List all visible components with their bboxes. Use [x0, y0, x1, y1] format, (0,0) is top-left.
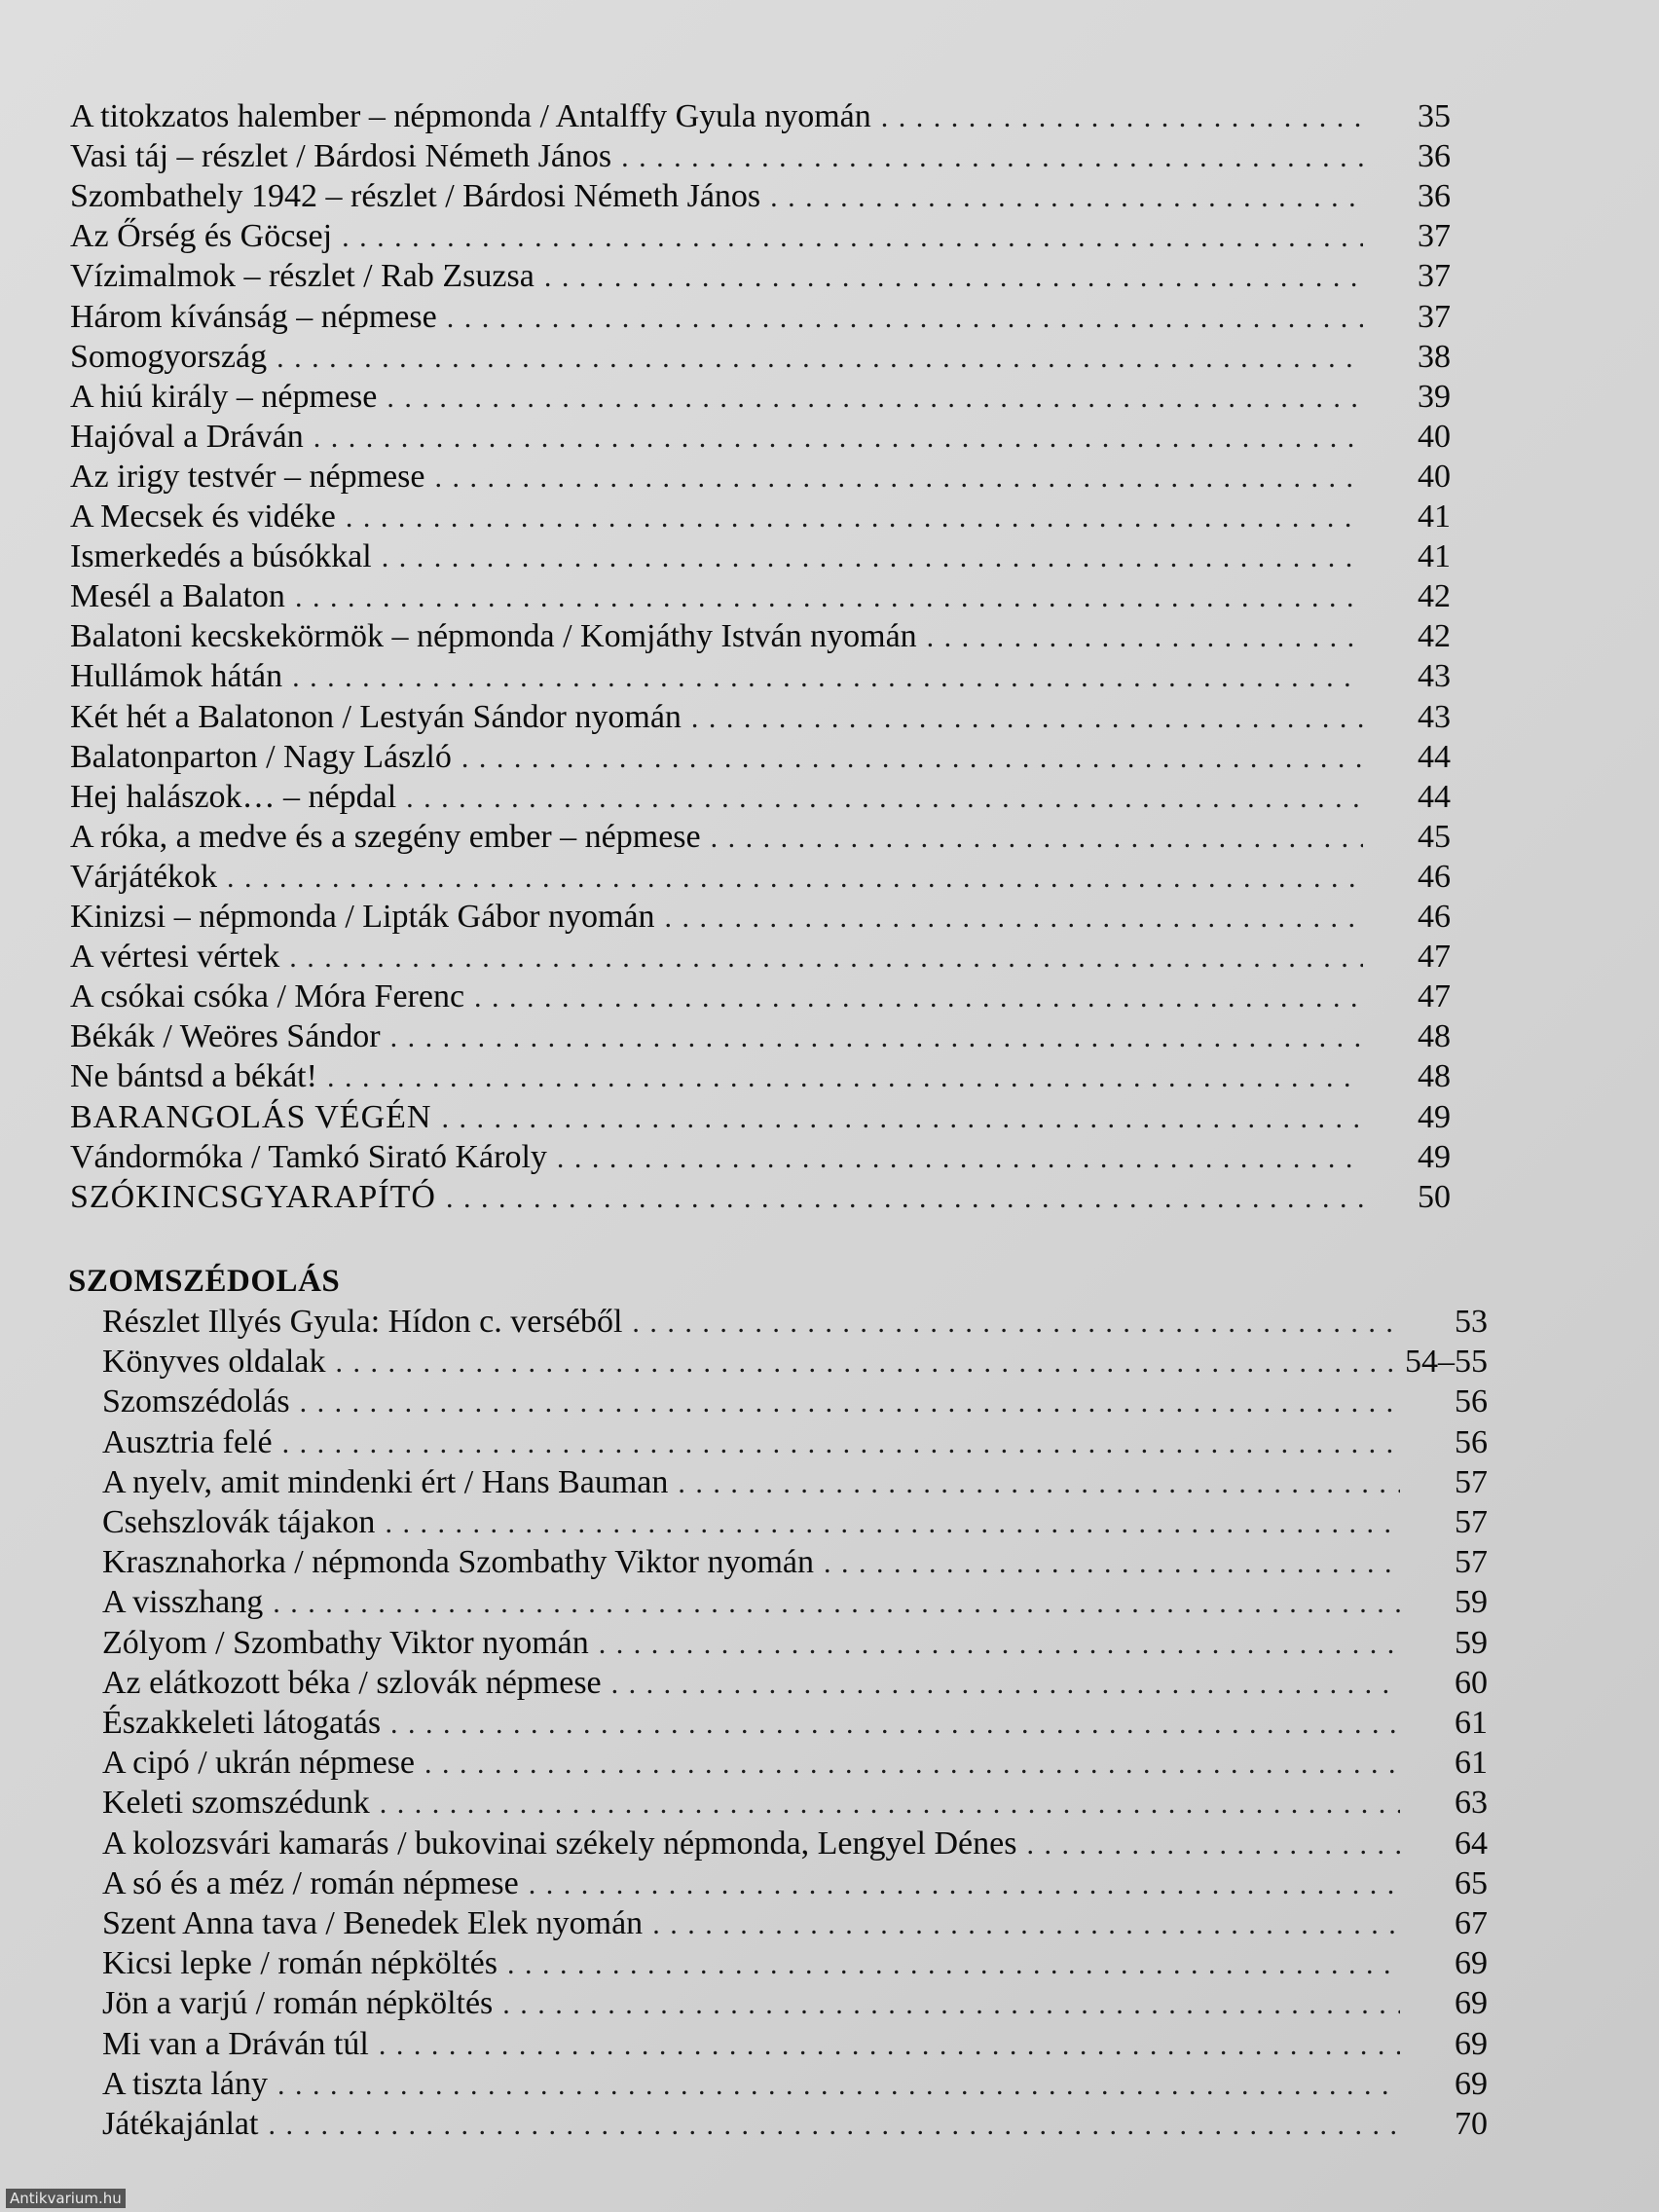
toc-entry: [102, 1664, 1488, 1703]
toc-entry-page: 54–55: [1405, 1344, 1488, 1381]
toc-entry-page: 53: [1455, 1304, 1488, 1340]
toc-entry-page: 46: [1418, 899, 1451, 935]
toc-entry-page: 69: [1455, 2065, 1488, 2102]
toc-entry-title: A csókai csóka / Móra Ferenc: [70, 978, 465, 1015]
toc-entry: [70, 378, 1451, 417]
toc-entry: [102, 1382, 1488, 1421]
toc-entry-title: Részlet Illyés Gyula: Hídon c. verséből: [102, 1304, 623, 1340]
leader-dots: [424, 1745, 1400, 1784]
toc-entry-page: 57: [1455, 1544, 1488, 1581]
toc-entry-page: 41: [1418, 498, 1451, 535]
toc-entry-title: Ne bántsd a békát!: [70, 1058, 317, 1095]
leader-dots: [678, 1464, 1400, 1503]
toc-entry-page: 61: [1455, 1745, 1488, 1782]
toc-entry-title: Jön a varjú / román népköltés: [102, 1985, 494, 2022]
toc-entry-page: 69: [1455, 1945, 1488, 1982]
toc-entry: [70, 898, 1451, 937]
toc-entry-page: 46: [1418, 858, 1451, 895]
toc-entry-title: Vasi táj – részlet / Bárdosi Németh János: [70, 138, 612, 175]
toc-entry-page: 63: [1455, 1785, 1488, 1822]
leader-dots: [342, 218, 1363, 257]
toc-entry: [70, 858, 1451, 897]
leader-dots: [346, 498, 1363, 537]
toc-entry-title: Könyves oldalak: [102, 1344, 326, 1381]
toc-entry-title: Északkeleti látogatás: [102, 1705, 382, 1741]
toc-entry: [70, 1138, 1451, 1177]
toc-entry: [70, 458, 1451, 497]
toc-entry-page: 37: [1418, 218, 1451, 255]
toc-entry-page: 42: [1418, 578, 1451, 615]
toc-entry-page: 56: [1455, 1383, 1488, 1420]
toc-entry: [102, 1624, 1488, 1663]
leader-dots: [632, 1304, 1400, 1343]
leader-dots: [289, 939, 1363, 977]
toc-entry-title: Az irigy testvér – népmese: [70, 458, 425, 495]
toc-entry-page: 41: [1418, 538, 1451, 575]
leader-dots: [544, 258, 1363, 297]
toc-entry-page: 49: [1418, 1098, 1451, 1135]
leader-dots: [711, 819, 1363, 858]
toc-entry: [70, 257, 1451, 296]
toc-entry: [70, 577, 1451, 616]
toc-entry: [70, 418, 1451, 457]
leader-dots: [665, 899, 1363, 938]
leader-dots: [927, 618, 1363, 657]
toc-entry: [70, 938, 1451, 977]
toc-entry: [70, 1098, 1451, 1137]
toc-entry-page: 49: [1418, 1138, 1451, 1175]
toc-entry-title: A kolozsvári kamarás / bukovinai székely népmonda, Lengyel Dénes: [102, 1825, 1017, 1862]
toc-entry-page: 48: [1418, 1058, 1451, 1095]
toc-entry-title: Ismerkedés a búsókkal: [70, 538, 372, 575]
leader-dots: [327, 1058, 1363, 1097]
leader-dots: [447, 299, 1363, 338]
leader-dots: [390, 1018, 1363, 1057]
toc-entry: [102, 1704, 1488, 1743]
toc-entry-page: 40: [1418, 418, 1451, 455]
toc-entry-page: 43: [1418, 698, 1451, 735]
section-heading-szomszedolas: SZOMSZÉDOLÁS: [68, 1264, 341, 1299]
toc-entry-page: 64: [1455, 1825, 1488, 1862]
toc-entry-title: A cipó / ukrán népmese: [102, 1745, 416, 1782]
toc-entry: [70, 698, 1451, 737]
toc-entry: [70, 97, 1451, 136]
toc-entry-title: Játékajánlat: [102, 2106, 259, 2142]
toc-entry: [102, 1864, 1488, 1903]
toc-entry-page: 67: [1455, 1905, 1488, 1941]
toc-entry-title: Szombathely 1942 – részlet / Bárdosi Németh János: [70, 178, 761, 215]
toc-entry: [102, 1343, 1488, 1382]
toc-entry: [102, 1423, 1488, 1462]
toc-entry-title: Zólyom / Szombathy Viktor nyomán: [102, 1624, 589, 1661]
leader-dots: [227, 859, 1363, 898]
toc-entry: [70, 137, 1451, 176]
leader-dots: [313, 419, 1363, 458]
toc-entry: [70, 977, 1451, 1016]
toc-entry-title: A só és a méz / román népmese: [102, 1864, 519, 1901]
toc-entry-page: 70: [1455, 2106, 1488, 2142]
toc-entry-title: A Mecsek és vidéke: [70, 498, 336, 535]
toc-entry: [70, 1017, 1451, 1056]
watermark: Antikvarium.hu: [6, 2189, 126, 2208]
toc-entry-page: 69: [1455, 1985, 1488, 2022]
toc-entry-title: Csehszlovák tájakon: [102, 1504, 376, 1540]
toc-entry-title: Vándormóka / Tamkó Sirató Károly: [70, 1138, 547, 1175]
toc-entry: [102, 1583, 1488, 1622]
toc-entry-title: Mi van a Dráván túl: [102, 2025, 369, 2062]
leader-dots: [335, 1344, 1400, 1382]
toc-entry-page: 47: [1418, 939, 1451, 976]
toc-entry-title: Három kívánság – népmese: [70, 298, 437, 335]
leader-dots: [379, 2026, 1400, 2065]
toc-entry: [70, 177, 1451, 216]
leader-dots: [1026, 1825, 1400, 1864]
leader-dots: [277, 2066, 1400, 2105]
leader-dots: [502, 1985, 1400, 2024]
toc-entry-page: 69: [1455, 2025, 1488, 2062]
toc-entry-page: 44: [1418, 778, 1451, 815]
toc-entry-title: Keleti szomszédunk: [102, 1785, 370, 1822]
toc-entry-title: Szent Anna tava / Benedek Elek nyomán: [102, 1905, 644, 1941]
leader-dots: [276, 339, 1363, 378]
toc-entry-page: 37: [1418, 258, 1451, 295]
toc-entry: [102, 1944, 1488, 1983]
toc-entry: [102, 1503, 1488, 1542]
leader-dots: [599, 1625, 1400, 1664]
toc-entry-page: 65: [1455, 1864, 1488, 1901]
leader-dots: [881, 98, 1363, 137]
toc-entry-page: 45: [1418, 818, 1451, 855]
leader-dots: [461, 739, 1363, 778]
toc-entry: [70, 617, 1451, 656]
toc-entry-title: Hajóval a Dráván: [70, 418, 304, 455]
leader-dots: [268, 2106, 1400, 2145]
toc-entry-title: Mesél a Balaton: [70, 578, 285, 615]
toc-entry-page: 35: [1418, 98, 1451, 134]
toc-entry: [70, 778, 1451, 817]
toc-entry-title: Szomszédolás: [102, 1383, 290, 1420]
toc-entry: [70, 537, 1451, 576]
toc-entry: [70, 657, 1451, 696]
leader-dots: [390, 1705, 1400, 1744]
toc-entry-page: 60: [1455, 1664, 1488, 1701]
toc-entry: [102, 1784, 1488, 1823]
leader-dots: [273, 1584, 1400, 1623]
leader-dots: [441, 1099, 1363, 1138]
toc-entry-title: Hullámok hátán: [70, 658, 283, 695]
toc-entry-page: 48: [1418, 1018, 1451, 1055]
toc-entry-title: Kicsi lepke / román népköltés: [102, 1945, 498, 1982]
leader-dots: [529, 1865, 1400, 1904]
toc-entry: [102, 1744, 1488, 1783]
toc-entry-title: A vértesi vértek: [70, 939, 280, 976]
toc-entry-title: A nyelv, amit mindenki ért / Hans Bauman: [102, 1463, 669, 1500]
toc-entry: [70, 1178, 1451, 1217]
leader-dots: [446, 1179, 1363, 1218]
toc-entry-title: SZÓKINCSGYARAPÍTÓ: [70, 1178, 436, 1215]
toc-entry: [70, 217, 1451, 256]
leader-dots: [507, 1945, 1400, 1984]
leader-dots: [406, 779, 1363, 818]
leader-dots: [652, 1905, 1400, 1944]
leader-dots: [295, 578, 1363, 617]
toc-entry-page: 56: [1455, 1423, 1488, 1460]
toc-entry-page: 37: [1418, 298, 1451, 335]
toc-entry: [102, 2065, 1488, 2104]
toc-entry: [70, 298, 1451, 337]
leader-dots: [611, 1665, 1400, 1704]
toc-entry-page: 39: [1418, 378, 1451, 415]
leader-dots: [382, 538, 1363, 577]
leader-dots: [770, 178, 1363, 217]
toc-entry-title: Az Őrség és Göcsej: [70, 218, 333, 255]
leader-dots: [557, 1139, 1363, 1178]
toc-entry-page: 50: [1418, 1178, 1451, 1215]
toc-entry-page: 42: [1418, 618, 1451, 655]
toc-entry: [70, 338, 1451, 377]
toc-entry-title: A titokzatos halember – népmonda / Antalffy Gyula nyomán: [70, 98, 871, 134]
leader-dots: [385, 1504, 1400, 1543]
toc-entry-title: Vízimalmok – részlet / Rab Zsuzsa: [70, 258, 535, 295]
toc-entry-title: Krasznahorka / népmonda Szombathy Viktor nyomán: [102, 1544, 814, 1581]
toc-entry-page: 43: [1418, 658, 1451, 695]
toc-entry-page: 36: [1418, 138, 1451, 175]
toc-entry-page: 36: [1418, 178, 1451, 215]
toc-entry-page: 59: [1455, 1584, 1488, 1621]
toc-entry: [70, 818, 1451, 857]
toc-entry-title: Hej halászok… – népdal: [70, 778, 397, 815]
toc-entry-title: Az elátkozott béka / szlovák népmese: [102, 1664, 602, 1701]
toc-entry-page: 61: [1455, 1705, 1488, 1741]
toc-entry-title: Kinizsi – népmonda / Lipták Gábor nyomán: [70, 899, 655, 935]
toc-entry: [70, 498, 1451, 536]
toc-entry-title: BARANGOLÁS VÉGÉN: [70, 1098, 432, 1135]
toc-entry-page: 40: [1418, 458, 1451, 495]
leader-dots: [621, 138, 1363, 177]
toc-entry-title: Ausztria felé: [102, 1423, 273, 1460]
leader-dots: [824, 1544, 1400, 1583]
leader-dots: [691, 699, 1363, 738]
toc-entry: [70, 738, 1451, 777]
leader-dots: [300, 1383, 1400, 1422]
toc-entry: [102, 1825, 1488, 1863]
toc-entry-page: 59: [1455, 1624, 1488, 1661]
leader-dots: [282, 1424, 1400, 1463]
toc-entry-title: A hiú király – népmese: [70, 378, 378, 415]
toc-entry-page: 38: [1418, 338, 1451, 375]
toc-entry: [102, 1984, 1488, 2023]
toc-entry: [70, 1057, 1451, 1096]
leader-dots: [380, 1785, 1400, 1824]
toc-entry: [102, 1303, 1488, 1342]
toc-entry-title: Két hét a Balatonon / Lestyán Sándor nyomán: [70, 698, 682, 735]
leader-dots: [474, 978, 1363, 1017]
toc-entry-title: Várjátékok: [70, 858, 218, 895]
toc-entry-title: Balatoni kecskekörmök – népmonda / Komjáthy István nyomán: [70, 618, 917, 655]
toc-entry-title: Somogyország: [70, 338, 268, 375]
toc-entry-title: A visszhang: [102, 1584, 264, 1621]
toc-entry-title: A róka, a medve és a szegény ember – népmese: [70, 818, 701, 855]
toc-entry: [102, 2025, 1488, 2064]
toc-entry-page: 44: [1418, 738, 1451, 775]
toc-entry: [102, 1463, 1488, 1502]
toc-entry-page: 57: [1455, 1463, 1488, 1500]
toc-entry-title: Balatonparton / Nagy László: [70, 738, 452, 775]
toc-entry: [102, 1904, 1488, 1943]
leader-dots: [434, 459, 1363, 498]
leader-dots: [387, 379, 1363, 418]
toc-entry-title: A tiszta lány: [102, 2065, 268, 2102]
toc-entry: [102, 2105, 1488, 2144]
toc-entry-page: 57: [1455, 1504, 1488, 1540]
toc-entry: [102, 1543, 1488, 1582]
toc-entry-page: 47: [1418, 978, 1451, 1015]
leader-dots: [292, 658, 1363, 697]
toc-entry-title: Békák / Weöres Sándor: [70, 1018, 381, 1055]
